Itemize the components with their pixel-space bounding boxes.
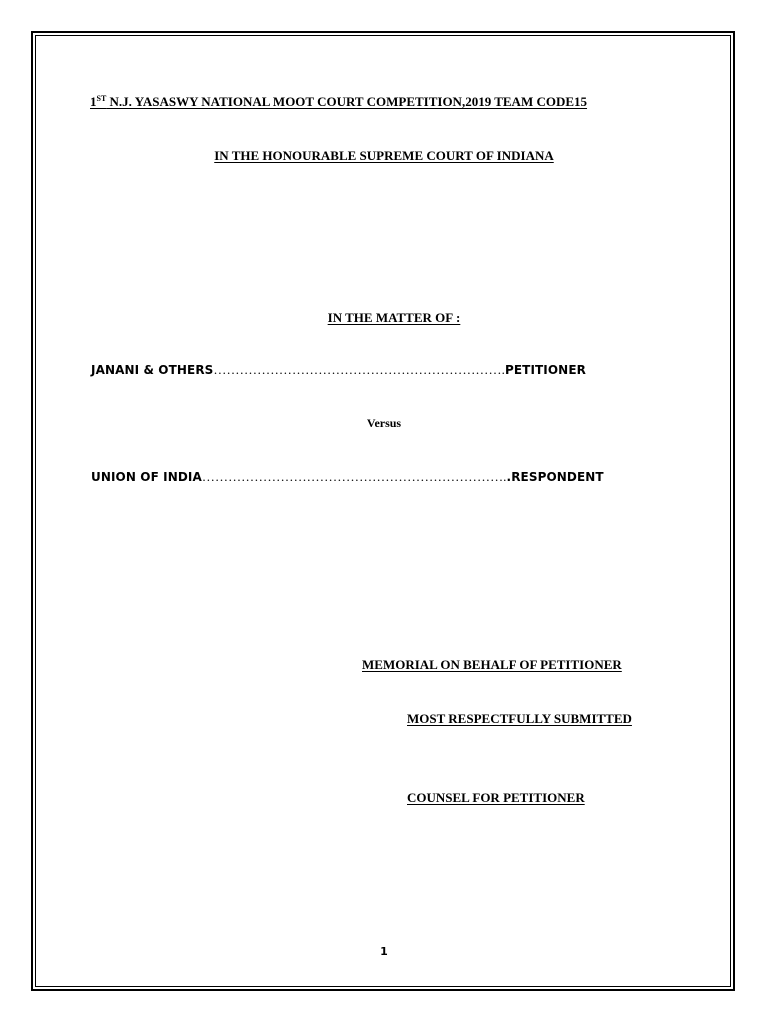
matter-label: IN THE MATTER OF : bbox=[327, 310, 461, 325]
competition-heading bbox=[90, 94, 587, 110]
petitioner-name: JANANI & OTHERS bbox=[91, 363, 214, 377]
page-number: 1 bbox=[380, 945, 388, 958]
competition-title: N.J. YASASWY NATIONAL MOOT COURT COMPETITION,2019 TEAM CODE15 bbox=[106, 94, 588, 109]
respondent-line bbox=[91, 469, 604, 485]
competition-ordinal-suffix: ST bbox=[96, 94, 107, 103]
petitioner-role: PETITIONER bbox=[504, 363, 586, 377]
counsel-heading: COUNSEL FOR PETITIONER bbox=[407, 790, 585, 805]
respondent-leader-dots: ……………………………………………………………. bbox=[201, 469, 507, 484]
page-border-inner bbox=[35, 35, 731, 987]
respondent-role: .RESPONDENT bbox=[506, 470, 604, 484]
submitted-heading: MOST RESPECTFULLY SUBMITTED bbox=[407, 711, 632, 726]
petitioner-leader-dots: …………………………………………………………. bbox=[213, 362, 505, 377]
court-heading bbox=[0, 148, 768, 164]
memorial-heading: MEMORIAL ON BEHALF OF PETITIONER bbox=[362, 657, 622, 672]
court-name: IN THE HONOURABLE SUPREME COURT OF INDIANA bbox=[214, 148, 554, 163]
matter-heading bbox=[0, 310, 768, 326]
respondent-name: UNION OF INDIA bbox=[91, 470, 202, 484]
petitioner-line bbox=[91, 362, 586, 378]
versus-label: Versus bbox=[366, 416, 402, 430]
competition-ordinal: 1 bbox=[90, 94, 97, 109]
